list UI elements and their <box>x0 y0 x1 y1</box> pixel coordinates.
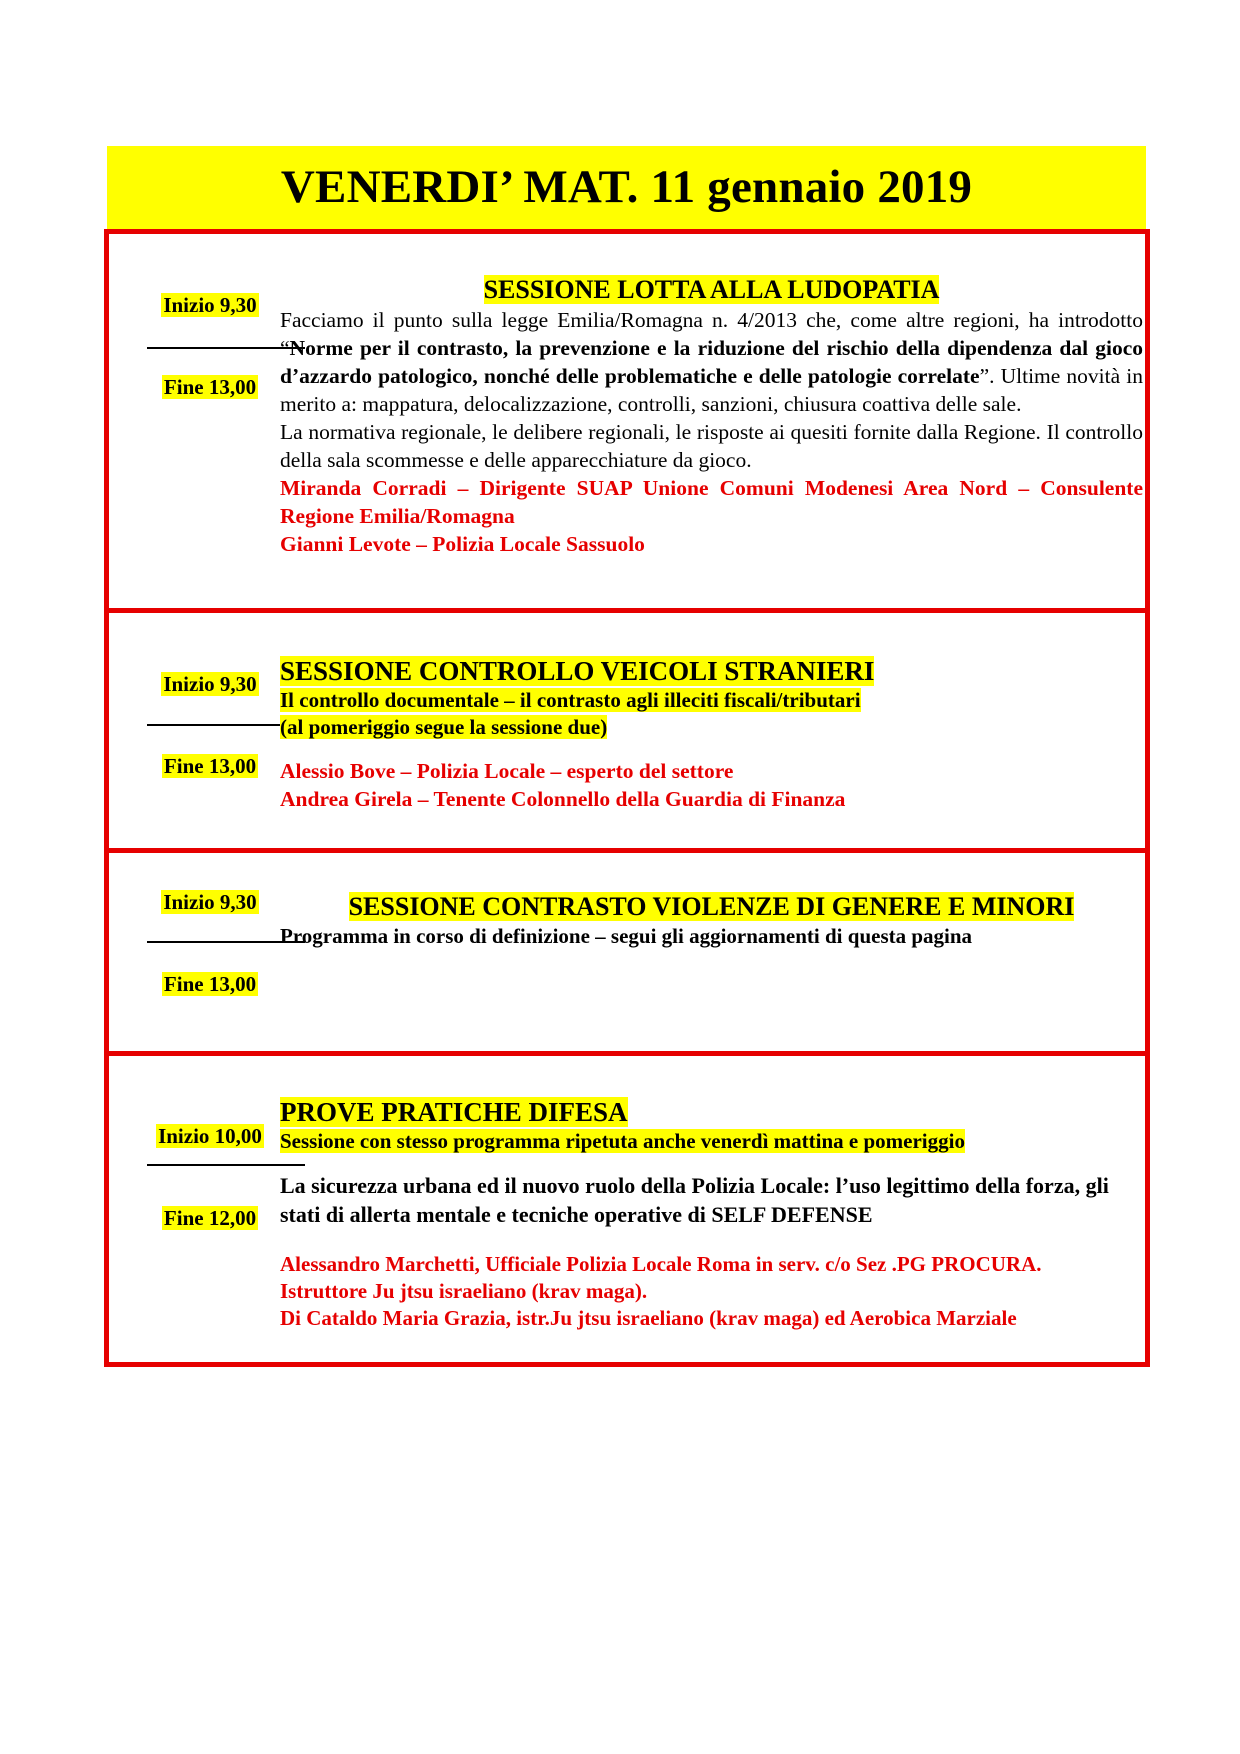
session-content <box>280 655 1143 813</box>
session-content <box>280 1096 1143 1332</box>
speaker: Alessio Bove – Polizia Locale – esperto del settore <box>280 759 734 783</box>
session-content <box>280 891 1143 950</box>
speaker: Miranda Corradi – Dirigente SUAP Unione Comuni Modenesi Area Nord – Consulente Regione Emilia/Romagna <box>280 476 1143 528</box>
speaker: Andrea Girela – Tenente Colonnello della Guardia di Finanza <box>280 787 846 811</box>
session-heading: PROVE PRATICHE DIFESA <box>280 1097 628 1127</box>
session-content <box>280 274 1143 558</box>
session-heading: SESSIONE CONTRASTO VIOLENZE DI GENERE E MINORI <box>348 892 1075 921</box>
session-note: (al pomeriggio segue la sessione due) <box>280 715 608 739</box>
page-title: VENERDI’ MAT. 11 gennaio 2019 <box>280 161 973 213</box>
session-veicoli-stranieri <box>104 608 1150 853</box>
speaker: Di Cataldo Maria Grazia, istr.Ju jtsu israeliano (krav maga) ed Aerobica Marziale <box>280 1306 1017 1330</box>
session-prove-pratiche <box>104 1051 1150 1367</box>
session-violenze-genere <box>104 848 1150 1056</box>
session-start-time: Inizio 9,30 <box>163 293 257 317</box>
speaker: Istruttore Ju jtsu israeliano (krav maga). <box>280 1279 648 1303</box>
page-title-bar <box>107 146 1146 229</box>
session-start-time: Inizio 9,30 <box>163 890 257 914</box>
session-subtitle: Sessione con stesso programma ripetuta anche venerdì mattina e pomeriggio <box>280 1129 965 1153</box>
session-end-time: Fine 12,00 <box>163 1206 257 1230</box>
session-ludopatia <box>104 229 1150 613</box>
session-heading: SESSIONE LOTTA ALLA LUDOPATIA <box>483 275 940 304</box>
session-end-time: Fine 13,00 <box>163 754 257 778</box>
session-subtitle: Il controllo documentale – il contrasto agli illeciti fiscali/tributari <box>280 688 861 712</box>
session-heading: SESSIONE CONTROLLO VEICOLI STRANIERI <box>280 656 875 686</box>
session-description-2: La normativa regionale, le delibere regionali, le risposte ai quesiti fornite dalla Regione. Il controllo della sala scommesse e delle apparecchiature da gioco. <box>280 420 1143 472</box>
session-end-time: Fine 13,00 <box>163 375 257 399</box>
session-start-time: Inizio 10,00 <box>158 1124 262 1148</box>
session-description: La sicurezza urbana ed il nuovo ruolo della Polizia Locale: l’uso legittimo della forza, gli stati di allerta mentale e tecniche operative di SELF DEFENSE <box>280 1173 1109 1227</box>
speaker: Gianni Levote – Polizia Locale Sassuolo <box>280 532 645 556</box>
session-description: Facciamo il punto sulla legge Emilia/Romagna n. 4/2013 che, come altre regioni, ha introdotto “Norme per il contrasto, la prevenzione e la riduzione del rischio della dipendenza dal gioco d’azzardo patologico, nonché delle problematiche e delle patologie correlate”. Ultime novità in merito a: mappatura, delocalizzazione, controlli, sanzioni, chiusura coattiva delle sale. <box>280 308 1143 416</box>
speaker: Alessandro Marchetti, Ufficiale Polizia Locale Roma in serv. c/o Sez .PG PROCURA. <box>280 1252 1042 1276</box>
session-start-time: Inizio 9,30 <box>163 672 257 696</box>
session-end-time: Fine 13,00 <box>163 972 257 996</box>
session-note: Programma in corso di definizione – segui gli aggiornamenti di questa pagina <box>280 924 973 948</box>
